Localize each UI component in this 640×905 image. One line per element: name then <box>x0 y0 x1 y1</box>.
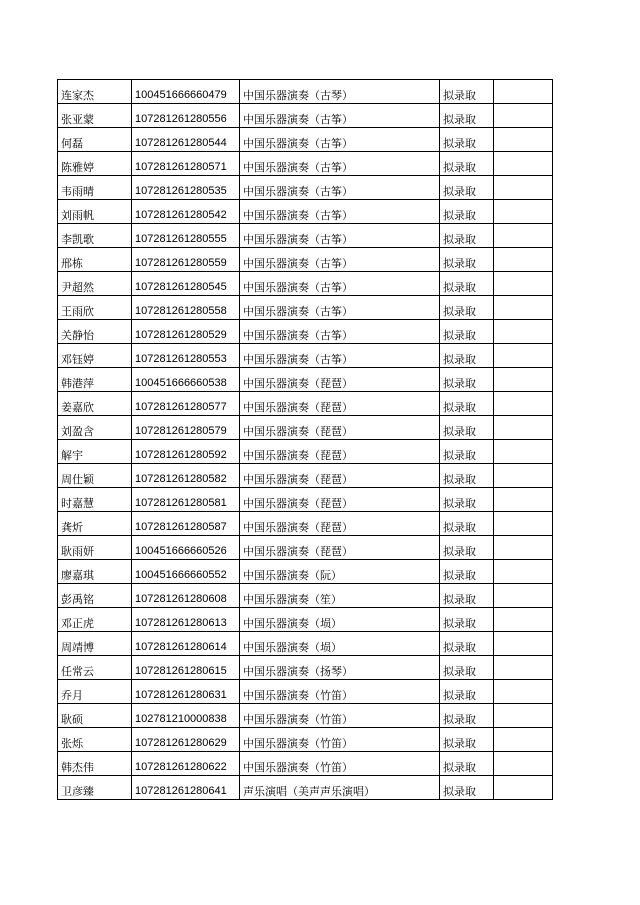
major-cell: 中国乐器演奏（琵琶） <box>240 392 440 416</box>
candidate-name-cell: 任常云 <box>58 656 132 680</box>
major-cell: 中国乐器演奏（古筝） <box>240 272 440 296</box>
candidate-name-cell: 龚炘 <box>58 512 132 536</box>
candidate-name-cell: 邢栋 <box>58 248 132 272</box>
candidate-name-cell: 陈雅婷 <box>58 152 132 176</box>
candidate-id-cell: 107281261280529 <box>132 320 240 344</box>
candidate-id-cell: 100451666660526 <box>132 536 240 560</box>
table-row <box>58 272 553 296</box>
remarks-cell <box>494 584 553 608</box>
major-cell: 中国乐器演奏（竹笛） <box>240 704 440 728</box>
remarks-cell <box>494 200 553 224</box>
admission-status-cell: 拟录取 <box>440 368 494 392</box>
remarks-cell <box>494 176 553 200</box>
remarks-cell <box>494 560 553 584</box>
candidate-id-cell: 107281261280577 <box>132 392 240 416</box>
candidate-id-cell: 107281261280614 <box>132 632 240 656</box>
candidate-id-cell: 107281261280571 <box>132 152 240 176</box>
major-cell: 中国乐器演奏（古筝） <box>240 224 440 248</box>
admission-status-cell: 拟录取 <box>440 296 494 320</box>
major-cell: 中国乐器演奏（埙） <box>240 632 440 656</box>
remarks-cell <box>494 464 553 488</box>
candidate-name-cell: 邓钰婷 <box>58 344 132 368</box>
table-row <box>58 128 553 152</box>
candidate-id-cell: 107281261280641 <box>132 776 240 800</box>
major-cell: 中国乐器演奏（古筝） <box>240 128 440 152</box>
candidate-id-cell: 107281261280535 <box>132 176 240 200</box>
table-row <box>58 368 553 392</box>
admission-table <box>57 79 553 800</box>
major-cell: 中国乐器演奏（琵琶） <box>240 488 440 512</box>
remarks-cell <box>494 128 553 152</box>
admission-status-cell: 拟录取 <box>440 536 494 560</box>
candidate-name-cell: 连家杰 <box>58 80 132 104</box>
remarks-cell <box>494 512 553 536</box>
candidate-id-cell: 102781210000838 <box>132 704 240 728</box>
candidate-id-cell: 107281261280615 <box>132 656 240 680</box>
candidate-id-cell: 107281261280629 <box>132 728 240 752</box>
major-cell: 中国乐器演奏（埙） <box>240 608 440 632</box>
admission-status-cell: 拟录取 <box>440 440 494 464</box>
candidate-id-cell: 107281261280613 <box>132 608 240 632</box>
table-row <box>58 440 553 464</box>
major-cell: 中国乐器演奏（琵琶） <box>240 536 440 560</box>
table-row <box>58 776 553 800</box>
candidate-name-cell: 彭禹铭 <box>58 584 132 608</box>
admission-status-cell: 拟录取 <box>440 224 494 248</box>
remarks-cell <box>494 392 553 416</box>
candidate-name-cell: 张烁 <box>58 728 132 752</box>
admission-status-cell: 拟录取 <box>440 632 494 656</box>
candidate-id-cell: 107281261280545 <box>132 272 240 296</box>
table-row <box>58 104 553 128</box>
admission-status-cell: 拟录取 <box>440 320 494 344</box>
remarks-cell <box>494 440 553 464</box>
candidate-name-cell: 耿硕 <box>58 704 132 728</box>
candidate-name-cell: 刘雨帆 <box>58 200 132 224</box>
admission-status-cell: 拟录取 <box>440 704 494 728</box>
major-cell: 中国乐器演奏（琵琶） <box>240 416 440 440</box>
candidate-id-cell: 107281261280558 <box>132 296 240 320</box>
major-cell: 中国乐器演奏（古琴） <box>240 80 440 104</box>
table-body <box>58 80 553 800</box>
admission-status-cell: 拟录取 <box>440 272 494 296</box>
table-row <box>58 704 553 728</box>
admission-status-cell: 拟录取 <box>440 200 494 224</box>
admission-status-cell: 拟录取 <box>440 128 494 152</box>
table-row <box>58 320 553 344</box>
major-cell: 中国乐器演奏（古筝） <box>240 344 440 368</box>
table-row <box>58 176 553 200</box>
candidate-name-cell: 尹超然 <box>58 272 132 296</box>
remarks-cell <box>494 776 553 800</box>
remarks-cell <box>494 704 553 728</box>
admission-status-cell: 拟录取 <box>440 584 494 608</box>
major-cell: 中国乐器演奏（古筝） <box>240 320 440 344</box>
table-row <box>58 584 553 608</box>
admission-status-cell: 拟录取 <box>440 560 494 584</box>
candidate-id-cell: 107281261280544 <box>132 128 240 152</box>
admission-status-cell: 拟录取 <box>440 776 494 800</box>
table-row <box>58 536 553 560</box>
table-row <box>58 560 553 584</box>
major-cell: 中国乐器演奏（笙） <box>240 584 440 608</box>
major-cell: 中国乐器演奏（竹笛） <box>240 680 440 704</box>
admission-status-cell: 拟录取 <box>440 512 494 536</box>
candidate-name-cell: 韩杰伟 <box>58 752 132 776</box>
admission-status-cell: 拟录取 <box>440 176 494 200</box>
candidate-name-cell: 张亚蒙 <box>58 104 132 128</box>
remarks-cell <box>494 296 553 320</box>
table-row <box>58 632 553 656</box>
remarks-cell <box>494 680 553 704</box>
candidate-name-cell: 解宇 <box>58 440 132 464</box>
candidate-id-cell: 107281261280581 <box>132 488 240 512</box>
remarks-cell <box>494 608 553 632</box>
remarks-cell <box>494 248 553 272</box>
candidate-name-cell: 邓正虎 <box>58 608 132 632</box>
candidate-id-cell: 107281261280555 <box>132 224 240 248</box>
major-cell: 中国乐器演奏（古筝） <box>240 200 440 224</box>
admission-status-cell: 拟录取 <box>440 248 494 272</box>
admission-status-cell: 拟录取 <box>440 104 494 128</box>
admission-status-cell: 拟录取 <box>440 728 494 752</box>
remarks-cell <box>494 632 553 656</box>
table-row <box>58 200 553 224</box>
table-row <box>58 224 553 248</box>
admission-status-cell: 拟录取 <box>440 80 494 104</box>
major-cell: 中国乐器演奏（古筝） <box>240 104 440 128</box>
candidate-id-cell: 107281261280556 <box>132 104 240 128</box>
remarks-cell <box>494 728 553 752</box>
candidate-id-cell: 100451666660552 <box>132 560 240 584</box>
admission-status-cell: 拟录取 <box>440 344 494 368</box>
table-row <box>58 728 553 752</box>
remarks-cell <box>494 272 553 296</box>
remarks-cell <box>494 344 553 368</box>
remarks-cell <box>494 656 553 680</box>
table-row <box>58 512 553 536</box>
major-cell: 声乐演唱（美声声乐演唱） <box>240 776 440 800</box>
table-row <box>58 680 553 704</box>
major-cell: 中国乐器演奏（古筝） <box>240 152 440 176</box>
candidate-id-cell: 107281261280582 <box>132 464 240 488</box>
remarks-cell <box>494 104 553 128</box>
admission-status-cell: 拟录取 <box>440 416 494 440</box>
candidate-name-cell: 韦雨晴 <box>58 176 132 200</box>
major-cell: 中国乐器演奏（扬琴） <box>240 656 440 680</box>
major-cell: 中国乐器演奏（竹笛） <box>240 728 440 752</box>
remarks-cell <box>494 368 553 392</box>
candidate-name-cell: 周靖博 <box>58 632 132 656</box>
candidate-id-cell: 107281261280587 <box>132 512 240 536</box>
major-cell: 中国乐器演奏（琵琶） <box>240 368 440 392</box>
candidate-id-cell: 107281261280592 <box>132 440 240 464</box>
admission-status-cell: 拟录取 <box>440 752 494 776</box>
remarks-cell <box>494 752 553 776</box>
candidate-id-cell: 107281261280559 <box>132 248 240 272</box>
admission-status-cell: 拟录取 <box>440 656 494 680</box>
candidate-name-cell: 王雨欣 <box>58 296 132 320</box>
major-cell: 中国乐器演奏（琵琶） <box>240 440 440 464</box>
candidate-name-cell: 姜嘉欣 <box>58 392 132 416</box>
candidate-id-cell: 107281261280553 <box>132 344 240 368</box>
candidate-name-cell: 时嘉慧 <box>58 488 132 512</box>
candidate-name-cell: 韩港萍 <box>58 368 132 392</box>
table-row <box>58 608 553 632</box>
candidate-id-cell: 100451666660538 <box>132 368 240 392</box>
candidate-name-cell: 卫彦臻 <box>58 776 132 800</box>
major-cell: 中国乐器演奏（阮） <box>240 560 440 584</box>
remarks-cell <box>494 536 553 560</box>
table-row <box>58 344 553 368</box>
major-cell: 中国乐器演奏（竹笛） <box>240 752 440 776</box>
candidate-id-cell: 107281261280631 <box>132 680 240 704</box>
table-row <box>58 248 553 272</box>
remarks-cell <box>494 320 553 344</box>
major-cell: 中国乐器演奏（古筝） <box>240 176 440 200</box>
table-row <box>58 752 553 776</box>
admission-status-cell: 拟录取 <box>440 392 494 416</box>
admission-status-cell: 拟录取 <box>440 608 494 632</box>
candidate-name-cell: 耿雨妍 <box>58 536 132 560</box>
remarks-cell <box>494 80 553 104</box>
candidate-id-cell: 107281261280608 <box>132 584 240 608</box>
admission-status-cell: 拟录取 <box>440 464 494 488</box>
table-row <box>58 488 553 512</box>
admission-status-cell: 拟录取 <box>440 488 494 512</box>
table-row <box>58 656 553 680</box>
candidate-id-cell: 107281261280622 <box>132 752 240 776</box>
major-cell: 中国乐器演奏（古筝） <box>240 296 440 320</box>
candidate-name-cell: 周仕颖 <box>58 464 132 488</box>
candidate-id-cell: 107281261280542 <box>132 200 240 224</box>
candidate-name-cell: 廖嘉琪 <box>58 560 132 584</box>
admission-status-cell: 拟录取 <box>440 152 494 176</box>
table-row <box>58 392 553 416</box>
remarks-cell <box>494 224 553 248</box>
candidate-id-cell: 107281261280579 <box>132 416 240 440</box>
remarks-cell <box>494 152 553 176</box>
table-row <box>58 464 553 488</box>
table-row <box>58 416 553 440</box>
major-cell: 中国乐器演奏（琵琶） <box>240 512 440 536</box>
remarks-cell <box>494 416 553 440</box>
candidate-name-cell: 乔月 <box>58 680 132 704</box>
candidate-id-cell: 100451666660479 <box>132 80 240 104</box>
candidate-name-cell: 刘盈含 <box>58 416 132 440</box>
admission-status-cell: 拟录取 <box>440 680 494 704</box>
major-cell: 中国乐器演奏（古筝） <box>240 248 440 272</box>
remarks-cell <box>494 488 553 512</box>
major-cell: 中国乐器演奏（琵琶） <box>240 464 440 488</box>
candidate-name-cell: 关静怡 <box>58 320 132 344</box>
candidate-name-cell: 李凯歌 <box>58 224 132 248</box>
table-row <box>58 80 553 104</box>
table-row <box>58 152 553 176</box>
table-row <box>58 296 553 320</box>
candidate-name-cell: 何磊 <box>58 128 132 152</box>
